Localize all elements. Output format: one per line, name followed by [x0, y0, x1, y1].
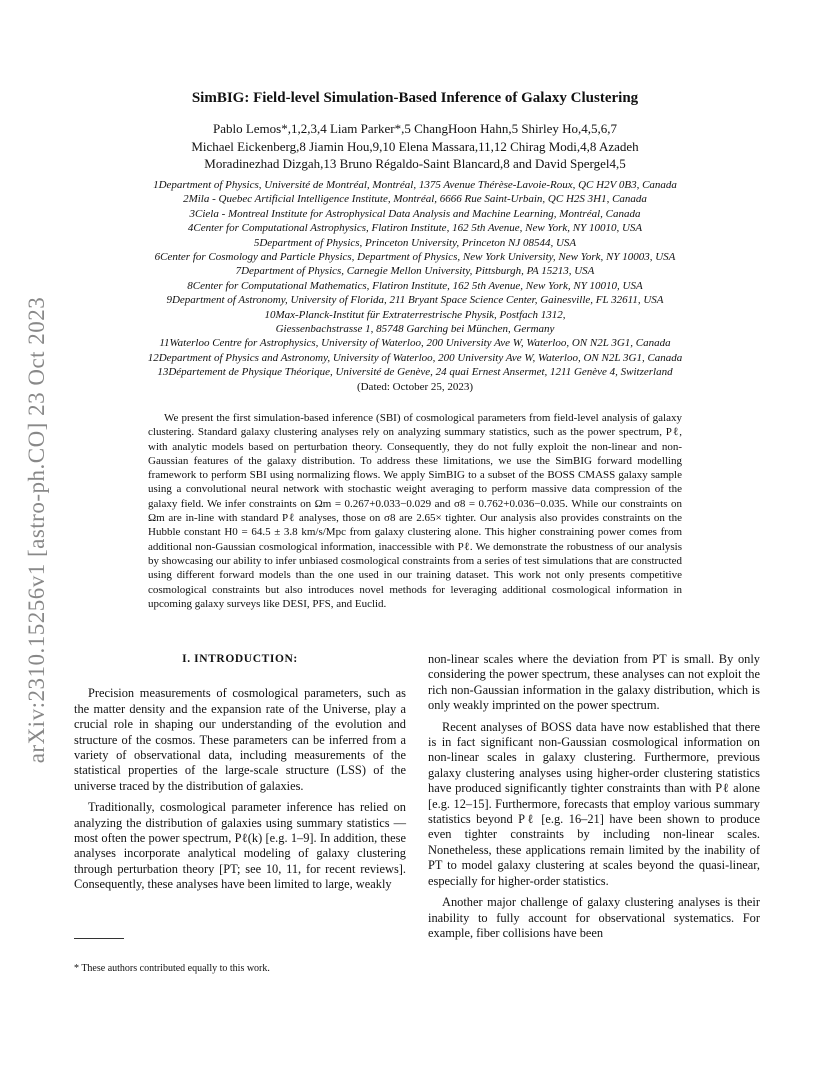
- affiliation: 6Center for Cosmology and Particle Physics, Department of Physics, New York University, New York, NY 10003, USA: [154, 251, 676, 264]
- footnote: * These authors contributed equally to this work.: [74, 963, 270, 974]
- affiliation: Giessenbachstrasse 1, 85748 Garching bei München, Germany: [275, 323, 555, 336]
- affiliation-list: [70, 178, 760, 394]
- affiliation: 12Department of Physics and Astronomy, University of Waterloo, 200 University Ave W, Waterloo, ON N2L 3G1, Canada: [147, 351, 683, 364]
- affiliation: 11Waterloo Centre for Astrophysics, University of Waterloo, 200 University Ave W, Waterloo, ON N2L 3G1, Canada: [159, 337, 671, 350]
- abstract: We present the first simulation-based inference (SBI) of cosmological parameters from field-level analysis of galaxy clustering. Standard galaxy clustering analyses rely on analyzing summary statistics, such as the power spectrum, Pℓ, with analytic models based on perturbation theory. Consequently, they do not fully exploit the non-linear and non-Gaussian features of the galaxy distribution. To address these limitations, we use the SimBIG forward modelling framework to perform SBI using normalizing flows. We apply SimBIG to a subset of the BOSS CMASS galaxy sample using a convolutional neural network with stochastic weight averaging to perform massive data compression of the galaxy field. We infer constraints on Ωm = 0.267+0.033−0.029 and σ8 = 0.762+0.036−0.035. While our constraints on Ωm are in-line with standard Pℓ analyses, those on σ8 are 2.65× tighter. Our analysis also provides constraints on the Hubble constant H0 = 64.5 ± 3.8 km/s/Mpc from galaxy clustering alone. This higher constraining power comes from additional non-Gaussian cosmological information, inaccessible with Pℓ. We demonstrate the robustness of our analysis by showcasing our ability to infer unbiased cosmological constraints from a series of test simulations that are constructed using different forward models than the one used in our training dataset. This work not only presents competitive cosmological constraints but also introduces novel methods for leveraging additional cosmological information in upcoming galaxy surveys like DESI, PFS, and Euclid.: [148, 412, 682, 610]
- paragraph: Traditionally, cosmological parameter inference has relied on analyzing the distribution of galaxies using summary statistics — most often the power spectrum, Pℓ(k) [e.g. 1–9]. In addition, these analyses incorporate analytical modeling of galaxy clustering through perturbation theory [PT; see 10, 11, for recent reviews]. Consequently, these analyses have been limited to large, weakly: [74, 800, 406, 892]
- author-line: Michael Eickenberg,8 Jiamin Hou,9,10 Elena Massara,11,12 Chirag Modi,4,8 Azadeh: [191, 138, 639, 154]
- affiliation: 10Max-Planck-Institut für Extraterrestrische Physik, Postfach 1312,: [264, 308, 566, 321]
- paper-page: [70, 0, 760, 1072]
- right-column: [428, 652, 760, 941]
- left-column: [74, 652, 406, 893]
- affiliation: 3Ciela - Montreal Institute for Astrophysical Data Analysis and Machine Learning, Montréal, Canada: [189, 207, 641, 220]
- section-heading: I. INTRODUCTION:: [182, 653, 298, 665]
- paragraph: Another major challenge of galaxy clustering analyses is their inability to fully account for observational systematics. For example, fiber collisions have been: [428, 895, 760, 940]
- footnote-rule: [74, 938, 124, 939]
- paragraph: Precision measurements of cosmological parameters, such as the matter density and the expansion rate of the Universe, play a crucial role in shaping our understanding of the evolution and structure of the cosmos. These parameters can be inferred from a variety of observational data, including measurements of the statistical properties of the large-scale structure (LSS) of the universe traced by the distribution of galaxies.: [74, 686, 406, 793]
- dated-line: (Dated: October 25, 2023): [356, 380, 474, 393]
- affiliation: 5Department of Physics, Princeton University, Princeton NJ 08544, USA: [253, 236, 577, 249]
- paragraph: Recent analyses of BOSS data have now established that there is in fact significant non-Gaussian cosmological information on non-linear scales in galaxy clustering. Furthermore, previous galaxy clustering analyses using higher-order clustering statistics have produced significantly tighter constraints than with Pℓ alone [e.g. 12–15]. Furthermore, forecasts that employ various summary statistics beyond Pℓ [e.g. 16–21] have been shown to produce even tighter constraints by including non-linear scales. Nonetheless, these applications remain limited by the inability of PT to model galaxy clustering at scales beyond the quasi-linear, especially for higher-order statistics.: [428, 719, 760, 888]
- affiliation: 8Center for Computational Mathematics, Flatiron Institute, 162 5th Avenue, New York, NY 10010, USA: [187, 279, 643, 292]
- arxiv-stamp: [12, 250, 62, 810]
- affiliation: 9Department of Astronomy, University of Florida, 211 Bryant Space Science Center, Gainesville, FL 32611, USA: [166, 294, 664, 307]
- affiliation: 4Center for Computational Astrophysics, Flatiron Institute, 162 5th Avenue, New York, NY 10010, USA: [187, 222, 643, 235]
- author-line: Pablo Lemos*,1,2,3,4 Liam Parker*,5 ChangHoon Hahn,5 Shirley Ho,4,5,6,7: [212, 121, 618, 136]
- paragraph: non-linear scales where the deviation from PT is small. By only considering the power spectrum, these analyses can not exploit the rich non-Gaussian information in the galaxy distribution, which is only weakly imprinted on the power spectrum.: [428, 652, 760, 713]
- author-list: [110, 120, 720, 173]
- paper-title: SimBIG: Field-level Simulation-Based Inference of Galaxy Clustering: [191, 90, 639, 106]
- affiliation: 13Département de Physique Théorique, Université de Genève, 24 quai Ernest Ansermet, 1211 Genève 4, Switzerland: [157, 366, 673, 379]
- affiliation: 1Department of Physics, Université de Montréal, Montréal, 1375 Avenue Thérèse-Lavoie-Roux, QC H2V 0B3, Canada: [153, 179, 677, 191]
- author-line: Moradinezhad Dizgah,13 Bruno Régaldo-Saint Blancard,8 and David Spergel4,5: [204, 156, 626, 171]
- affiliation: 2Mila - Quebec Artificial Intelligence Institute, Montréal, 6666 Rue Saint-Urbain, QC H2S 3H1, Canada: [183, 193, 647, 206]
- arxiv-stamp-text: arXiv:2310.15256v1 [astro-ph.CO] 23 Oct 2023: [24, 296, 49, 764]
- affiliation: 7Department of Physics, Carnegie Mellon University, Pittsburgh, PA 15213, USA: [235, 265, 595, 278]
